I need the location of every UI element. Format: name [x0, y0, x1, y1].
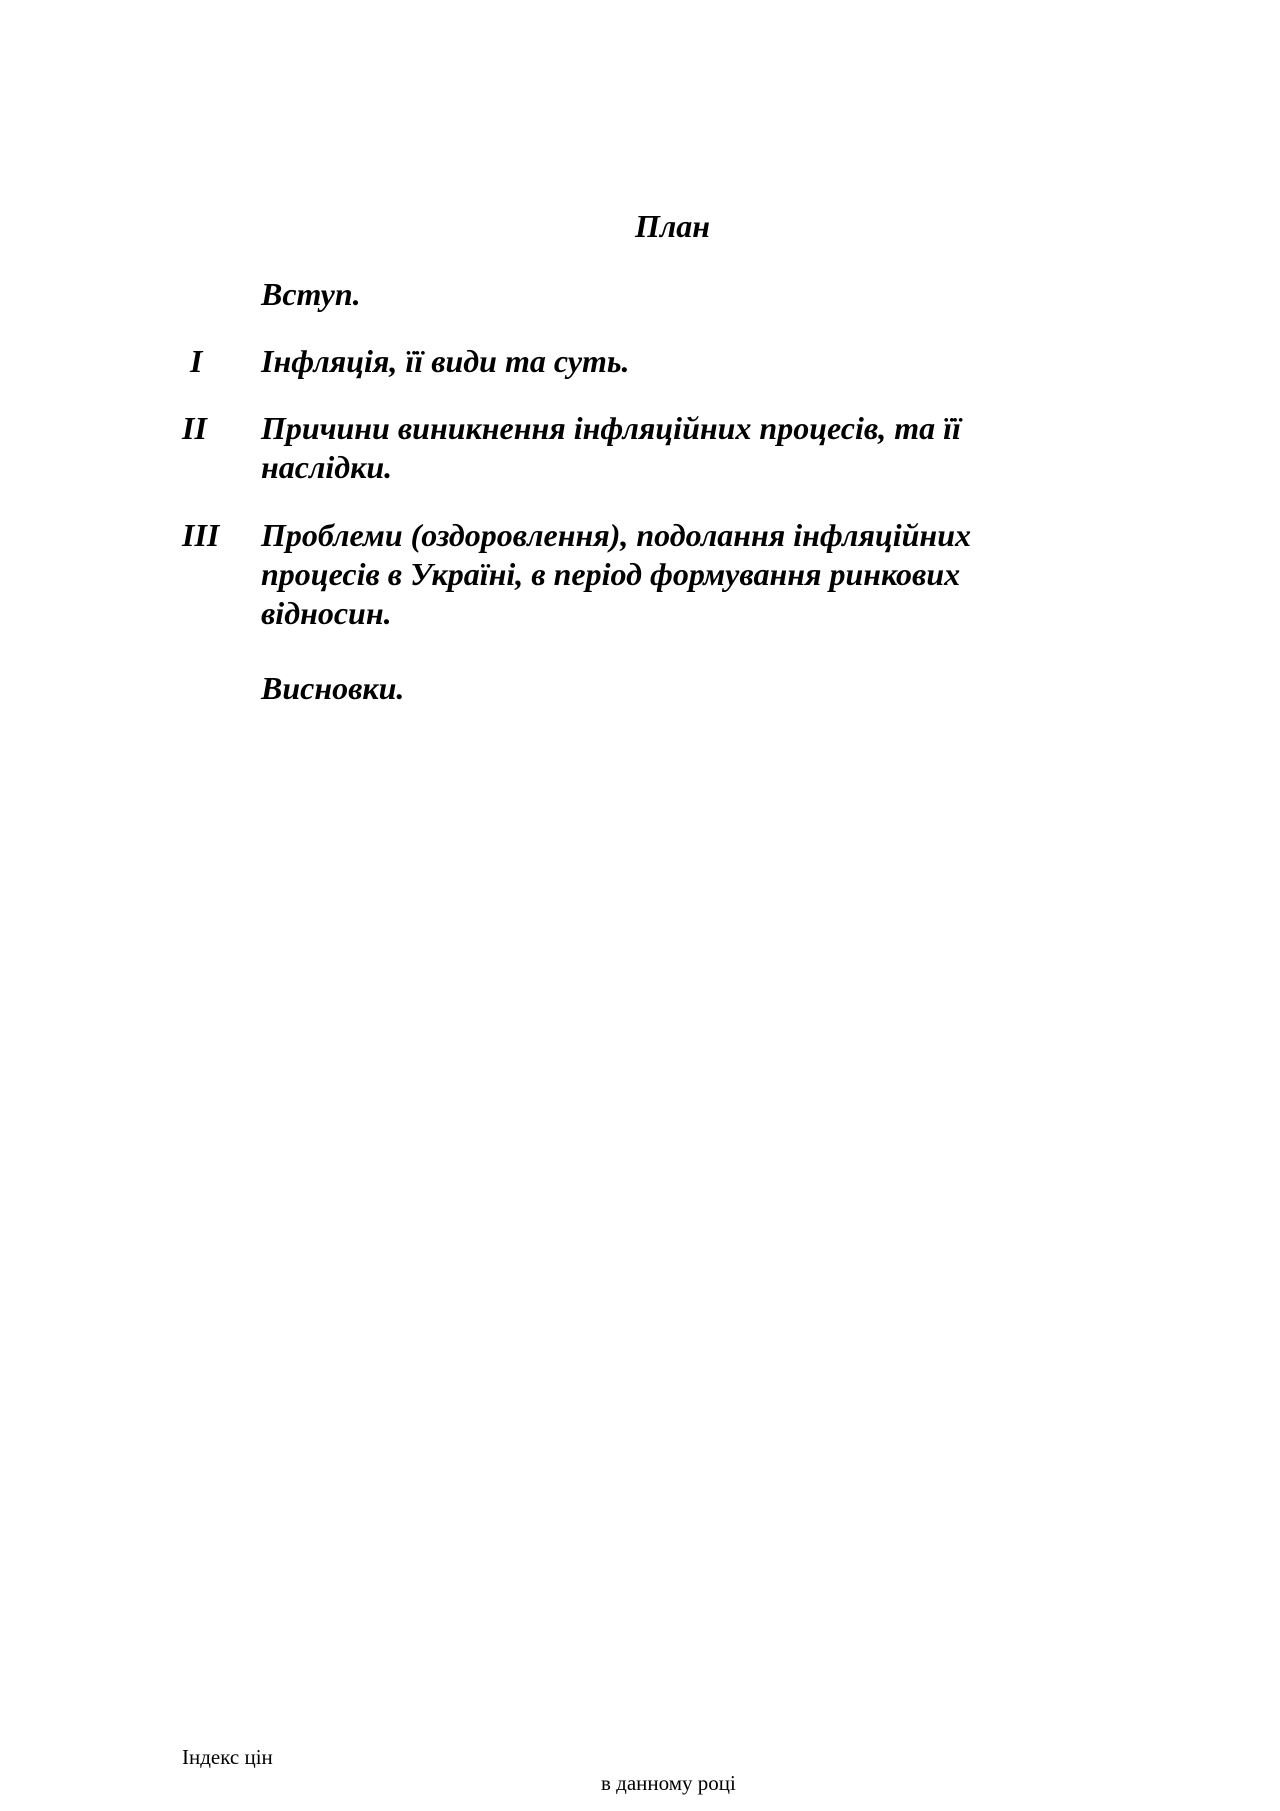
plan-entry-text: Причини виникнення інфляційних процесів, та її наслідки.	[261, 410, 961, 485]
plan-entry-text: Висновки.	[261, 670, 405, 706]
plan-entry-text: Інфляція, її види та суть.	[261, 343, 630, 379]
plan-entry-text: Проблеми (оздоровлення), подолання інфляційних процесів в Україні, в період формування ринкових відносин.	[261, 517, 971, 631]
plan-entry-number: I	[190, 343, 203, 379]
footer-label-price-index: Індекс цін	[182, 1745, 273, 1769]
plan-entry-text: Вступ.	[261, 276, 361, 312]
page-title: План	[634, 208, 711, 244]
plan-entry-number: II	[182, 410, 207, 446]
footer-label-current-year: в данному році	[601, 1771, 736, 1795]
plan-entry-number: III	[182, 517, 220, 553]
